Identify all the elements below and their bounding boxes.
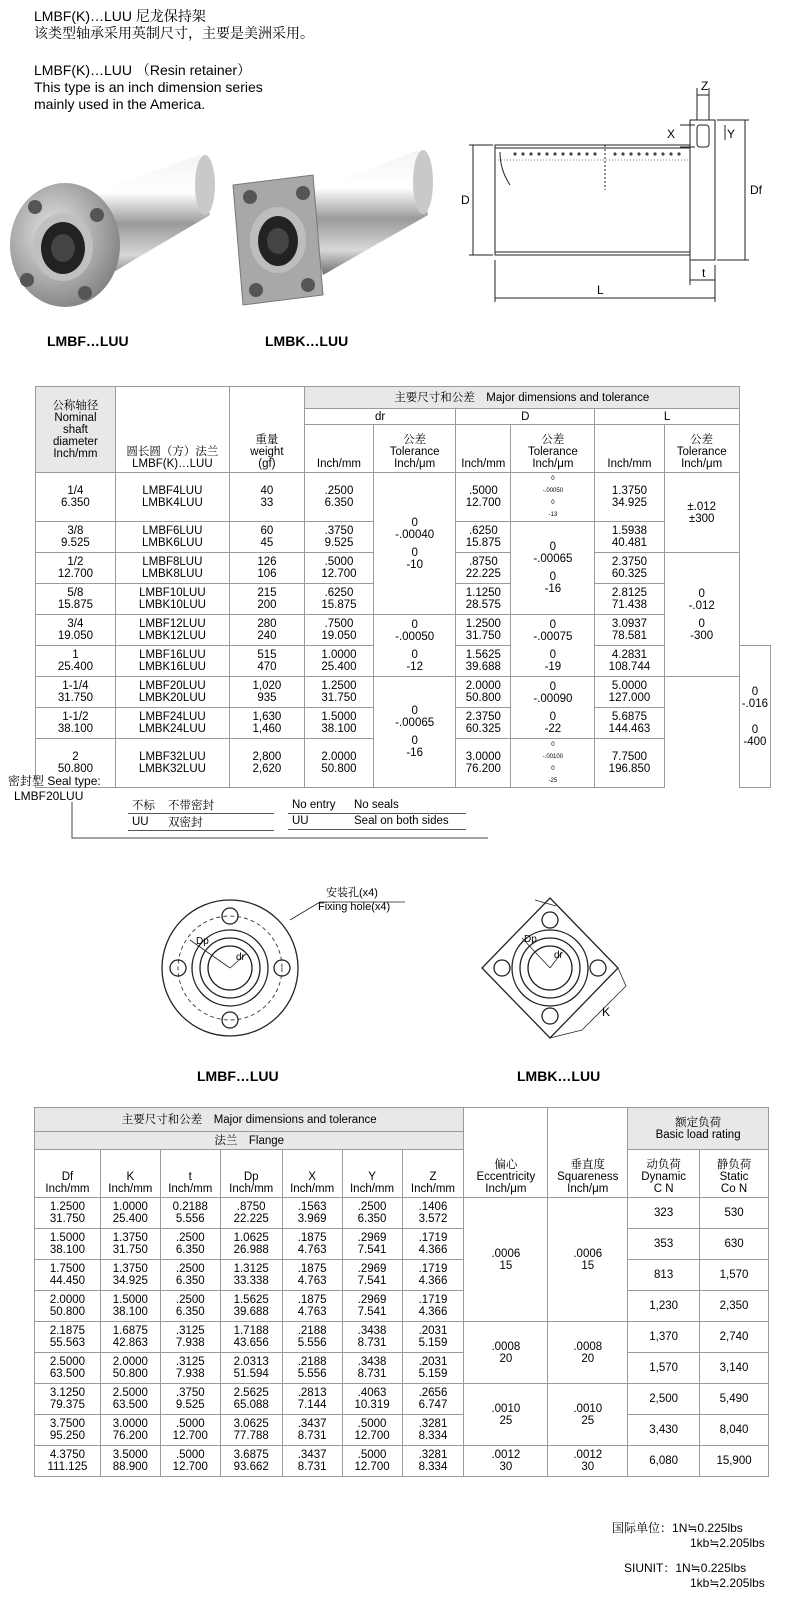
seal-row: UU 双密封	[128, 814, 274, 831]
fixing-hole-en: Fixing hole(x4)	[318, 901, 391, 913]
ecc-group-4: .0012 30	[464, 1446, 548, 1477]
D-tol-group-3: 0 -.00090 0 -22	[511, 677, 595, 739]
ecc-group-1: .0006 15	[464, 1198, 548, 1322]
col-static: 静负荷 Static Co N	[700, 1150, 769, 1198]
lmbk-flange-caption: LMBK…LUU	[517, 1068, 601, 1084]
lmbf-product-photo	[5, 145, 215, 315]
table-row: 1 25.400 LMBF16LUU LMBK16LUU 515 470 1.0000 25.400 1.5625 39.688 4.2831 108.744 0 -.016 0 -400	[36, 646, 771, 677]
dim-d-label: D	[461, 193, 470, 207]
bearing-section-drawing	[455, 80, 785, 310]
seal-table-cn	[128, 797, 274, 831]
col-z: Z Inch/mm	[402, 1150, 464, 1198]
table-row: 1.5000 38.100 1.3750 31.750 .2500 6.350 1.0625 26.988 .1875 4.763 .2969 7.541 .1719 4.366 353 630	[35, 1229, 769, 1260]
sq-group-1: .0006 15	[548, 1198, 628, 1322]
weight-header: 重量 weight (gf)	[229, 387, 304, 473]
flange-header: 法兰 Flange	[35, 1132, 464, 1150]
ecc-group-2: .0008 20	[464, 1322, 548, 1384]
L-header: L	[595, 409, 739, 425]
L-inch-header: Inch/mm	[595, 425, 664, 473]
table-row: 1-1/2 38.100 LMBF24LUU LMBK24LUU 1,630 1,460 1.5000 38.100 2.3750 60.325 5.6875 144.463	[36, 708, 771, 739]
sq-group-4: .0012 30	[548, 1446, 628, 1477]
col-df: Df Inch/mm	[35, 1150, 101, 1198]
nominal-shaft-header: 公称轴径 Nominal shaft diameter Inch/mm	[36, 387, 116, 473]
table-row: 3.7500 95.250 3.0000 76.200 .5000 12.700 3.0625 77.788 .3437 8.731 .5000 12.700 .3281 8.334 3,430 8,040	[35, 1415, 769, 1446]
eccentricity-header: 偏心 Eccentricity Inch/μm	[464, 1108, 548, 1198]
units-si-line-1: SIUNIT：1N≒0.225lbs	[624, 1561, 747, 1575]
col-dp: Dp Inch/mm	[220, 1150, 282, 1198]
D-tol-small-1: 0 -.00050 0 -13	[511, 473, 595, 522]
table-row: 1-1/4 31.750 LMBF20LUU LMBK20LUU 1,020 935 1.2500 31.750 0 -.00065 0 -16 2.0000 50.800 0 -.00090 0 -22 5.0000 127.000	[36, 677, 771, 708]
D-inch-header: Inch/mm	[456, 425, 511, 473]
lmbf-caption: LMBF…LUU	[47, 333, 129, 349]
dim-l-label: L	[597, 283, 604, 297]
flange-dimensions-table	[34, 1107, 769, 1477]
intro-en-title: LMBF(K)…LUU （Resin retainer）	[34, 62, 252, 78]
L-tol-header: 公差 Tolerance Inch/μm	[664, 425, 739, 473]
table-row: 5/8 15.875 LMBF10LUU LMBK10LUU 215 200 .6250 15.875 1.1250 28.575 2.8125 71.438	[36, 584, 771, 615]
col-y: Y Inch/mm	[342, 1150, 402, 1198]
D-tol-small-2: 0 -.00100 0 -25	[511, 739, 595, 788]
lmbf-flange-caption: LMBF…LUU	[197, 1068, 279, 1084]
dim-df-label: Df	[750, 183, 762, 197]
table-row: 4.3750 111.125 3.5000 88.900 .5000 12.700 3.6875 93.662 .3437 8.731 .5000 12.700 .3281 8.334 .0012 30 .0012 30 6,080 15,900	[35, 1446, 769, 1477]
col-t: t Inch/mm	[160, 1150, 220, 1198]
table-row: 2 50.800 LMBF32LUU LMBK32LUU 2,800 2,620 2.0000 50.800 3.0000 76.200 0 -.00100 0 -25 7.7500 196.850	[36, 739, 771, 788]
sq-group-3: .0010 25	[548, 1384, 628, 1446]
col-x: X Inch/mm	[282, 1150, 342, 1198]
dim-t-label: t	[702, 266, 706, 280]
col-k: K Inch/mm	[100, 1150, 160, 1198]
L-tol-group-2: 0 -.012 0 -300	[664, 553, 739, 677]
major-dims-header: 主要尺寸和公差 Major dimensions and tolerance	[304, 387, 739, 409]
table-row: 3/4 19.050 LMBF12LUU LMBK12LUU 280 240 .7500 19.050 0 -.00050 0 -12 1.2500 31.750 0 -.00075 0 -19 3.0937 78.581	[36, 615, 771, 646]
table-row: 3/8 9.525 LMBF6LUU LMBK6LUU 60 45 .3750 9.525 .6250 15.875 0 -.00065 0 -16 1.5938 40.481	[36, 522, 771, 553]
table-row: 1/4 6.350 LMBF4LUU LMBK4LUU 40 33 .2500 6.350 0 -.00040 0 -10 .5000 12.700 0 -.00050 0 -13 1.3750 34.925 ±.012 ±300	[36, 473, 771, 522]
table-row: 1.2500 31.750 1.0000 25.400 0.2188 5.556 .8750 22.225 .1563 3.969 .2500 6.350 .1406 3.572 .0006 15 .0006 15 323 530	[35, 1198, 769, 1229]
dim-y-label: Y	[727, 127, 736, 141]
dr-tol-group-1: 0 -.00040 0 -10	[374, 473, 456, 615]
L-tol-group-1: ±.012 ±300	[664, 473, 739, 553]
dp-label-square: Dp	[524, 934, 537, 945]
L-tol-group-3: 0 -.016 0 -400	[739, 646, 770, 788]
dr-tol-group-3: 0 -.00065 0 -16	[374, 677, 456, 788]
lmbk-caption: LMBK…LUU	[265, 333, 349, 349]
table-row: 2.5000 63.500 2.0000 50.800 .3125 7.938 2.0313 51.594 .2188 5.556 .3438 8.731 .2031 5.159 1,570 3,140	[35, 1353, 769, 1384]
lmbk-product-photo	[228, 145, 438, 315]
seal-type-title: 密封型 Seal type:	[8, 774, 101, 788]
dim-z-label: Z	[701, 80, 709, 93]
intro-cn-desc: 该类型轴承采用英制尺寸，主要是美洲采用。	[34, 25, 314, 41]
k-label: K	[602, 1005, 611, 1019]
dr-label-square: dr	[554, 950, 563, 961]
table-row: 1.7500 44.450 1.3750 34.925 .2500 6.350 1.3125 33.338 .1875 4.763 .2969 7.541 .1719 4.366 813 1,570	[35, 1260, 769, 1291]
seal-row: No entry No seals	[288, 797, 466, 813]
dr-inch-header: Inch/mm	[304, 425, 373, 473]
dr-tol-group-2: 0 -.00050 0 -12	[374, 615, 456, 677]
units-cn-line-2: 1kb≒2.205lbs	[690, 1536, 765, 1550]
dim-x-label: X	[667, 127, 676, 141]
units-cn-line-1: 国际单位：1N≒0.225lbs	[612, 1521, 743, 1535]
flange-front-drawings	[150, 880, 630, 1060]
seal-row: 不标 不带密封	[128, 797, 274, 814]
D-tol-group-2: 0 -.00075 0 -19	[511, 615, 595, 677]
col-dynamic: 动负荷 Dynamic C N	[628, 1150, 700, 1198]
flange-major-header: 主要尺寸和公差 Major dimensions and tolerance	[35, 1108, 464, 1132]
ecc-group-3: .0010 25	[464, 1384, 548, 1446]
major-dimensions-table	[35, 386, 771, 788]
seal-row: UU Seal on both sides	[288, 813, 466, 829]
D-tol-header: 公差 Tolerance Inch/μm	[511, 425, 595, 473]
intro-en-desc-2: mainly used in the America.	[34, 96, 206, 112]
fixing-hole-cn: 安装孔(x4)	[326, 887, 378, 899]
model-header: 圆长圆（方）法兰 LMBF(K)…LUU	[115, 387, 229, 473]
load-rating-header: 额定负荷 Basic load rating	[628, 1108, 769, 1150]
dr-label-round: dr	[236, 952, 245, 963]
dr-header: dr	[304, 409, 455, 425]
table-row: 3.1250 79.375 2.5000 63.500 .3750 9.525 2.5625 65.088 .2813 7.144 .4063 10.319 .2656 6.747 .0010 25 .0010 25 2,500 5,490	[35, 1384, 769, 1415]
table-row: 1/2 12.700 LMBF8LUU LMBK8LUU 126 106 .5000 12.700 .8750 22.225 2.3750 60.325 0 -.012 0 -300	[36, 553, 771, 584]
intro-cn-title: LMBF(K)…LUU 尼龙保持架	[34, 8, 206, 24]
squareness-header: 垂直度 Squareness Inch/μm	[548, 1108, 628, 1198]
seal-example-code: LMBF20LUU	[14, 789, 84, 803]
table-row: 2.1875 55.563 1.6875 42.863 .3125 7.938 1.7188 43.656 .2188 5.556 .3438 8.731 .2031 5.159 .0008 20 .0008 20 1,370 2,740	[35, 1322, 769, 1353]
D-header: D	[456, 409, 595, 425]
units-si-line-2: 1kb≒2.205lbs	[690, 1576, 765, 1590]
dr-tol-header: 公差 Tolerance Inch/μm	[374, 425, 456, 473]
D-tol-group-1: 0 -.00065 0 -16	[511, 522, 595, 615]
sq-group-2: .0008 20	[548, 1322, 628, 1384]
dp-label-round: Dp	[196, 936, 209, 947]
seal-table-en	[288, 797, 466, 830]
table-row: 2.0000 50.800 1.5000 38.100 .2500 6.350 1.5625 39.688 .1875 4.763 .2969 7.541 .1719 4.366 1,230 2,350	[35, 1291, 769, 1322]
intro-en-desc-1: This type is an inch dimension series	[34, 79, 263, 95]
